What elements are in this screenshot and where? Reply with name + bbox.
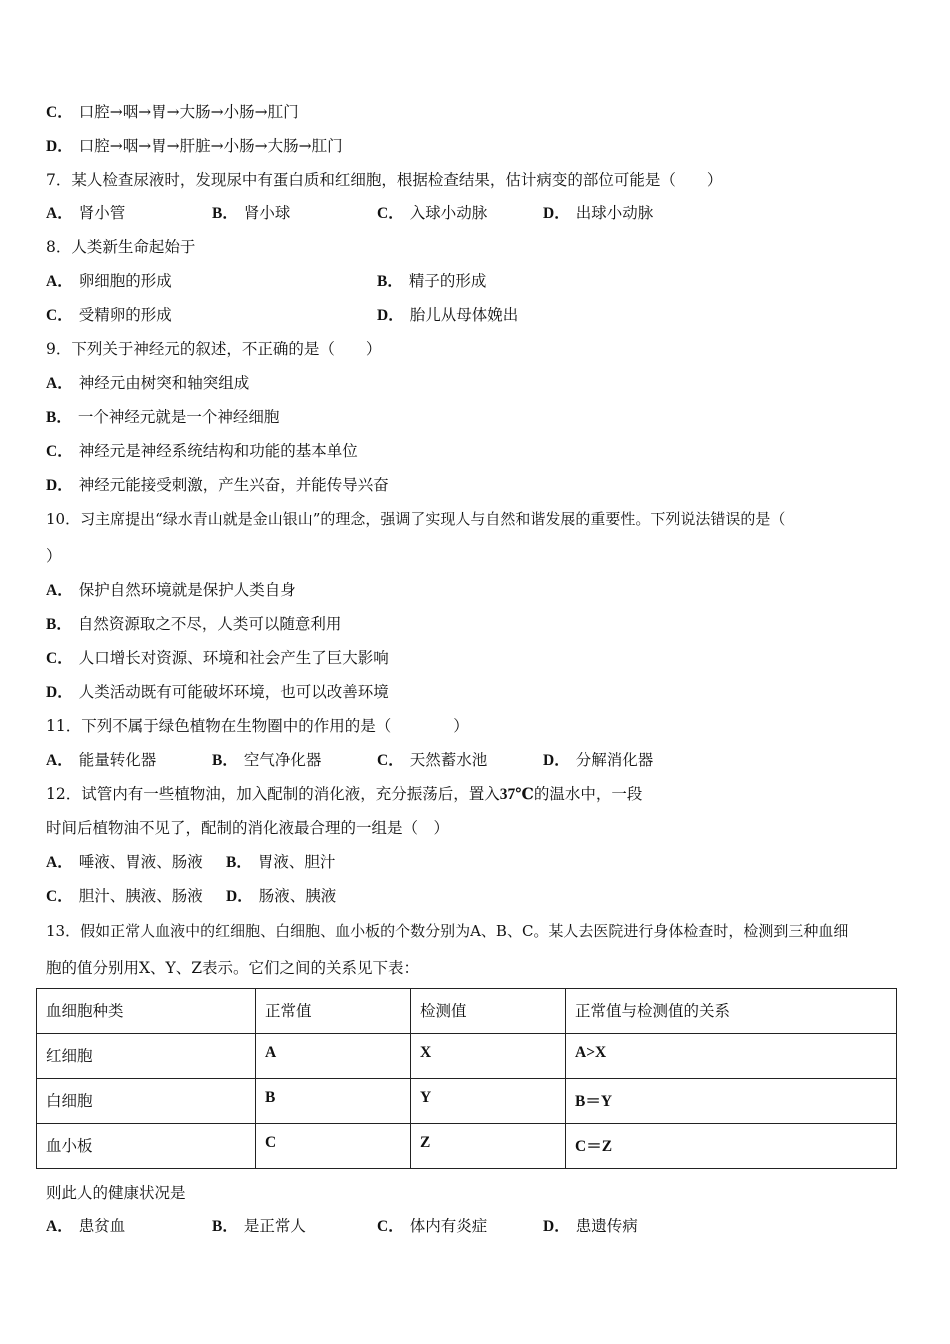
option-label: D． bbox=[46, 477, 73, 494]
option-label: A． bbox=[46, 273, 73, 290]
table-cell: Z bbox=[411, 1124, 566, 1169]
option-label: C． bbox=[377, 205, 404, 222]
table-header-cell: 检测值 bbox=[411, 989, 566, 1034]
q13-option-c bbox=[377, 1216, 487, 1237]
option-label: A． bbox=[46, 205, 73, 222]
option-text: 出球小动脉 bbox=[575, 204, 654, 222]
q11-option-d bbox=[543, 750, 653, 771]
option-text: 唾液、胃液、肠液 bbox=[78, 853, 203, 871]
table-row bbox=[37, 1124, 897, 1169]
option-text: 人口增长对资源、环境和社会产生了巨大影响 bbox=[78, 649, 389, 667]
table-cell: X bbox=[411, 1034, 566, 1079]
option-label: C． bbox=[377, 752, 404, 769]
q7-option-c bbox=[377, 203, 487, 224]
option-label: C． bbox=[46, 307, 73, 324]
option-label: A． bbox=[46, 582, 73, 599]
option-text: 患贫血 bbox=[78, 1217, 126, 1235]
q7-option-b bbox=[212, 203, 290, 224]
q9-stem: 9．下列关于神经元的叙述，不正确的是（ ） bbox=[46, 340, 382, 358]
q12-option-a bbox=[46, 852, 203, 873]
q8-option-a bbox=[46, 271, 172, 292]
option-label: C． bbox=[46, 650, 73, 667]
q6-option-d bbox=[46, 136, 343, 157]
option-text: 肠液、胰液 bbox=[258, 887, 337, 905]
q9-option-b bbox=[46, 407, 279, 428]
q9-option-d bbox=[46, 475, 389, 496]
option-label: A． bbox=[46, 1218, 73, 1235]
q8-option-c bbox=[46, 305, 172, 326]
q12-stem-line2: 时间后植物油不见了，配制的消化液最合理的一组是（ ） bbox=[46, 819, 450, 837]
blood-cell-table bbox=[36, 988, 897, 1169]
q12-option-d bbox=[226, 886, 336, 907]
option-label: A． bbox=[46, 854, 73, 871]
q7-option-d bbox=[543, 203, 653, 224]
option-text: 能量转化器 bbox=[78, 751, 157, 769]
option-label: D． bbox=[543, 205, 570, 222]
q10-stem-line2: ） bbox=[46, 547, 62, 565]
q12-stem-part2: 的温水中，一段 bbox=[533, 785, 643, 803]
q8-option-d bbox=[377, 305, 518, 326]
table-cell: 红细胞 bbox=[37, 1034, 256, 1079]
q9-option-c bbox=[46, 441, 358, 462]
option-text: 肾小球 bbox=[243, 204, 291, 222]
option-label: B． bbox=[377, 273, 403, 290]
table-header-cell: 血细胞种类 bbox=[37, 989, 256, 1034]
option-text: 神经元由树突和轴突组成 bbox=[78, 374, 250, 392]
option-label: D． bbox=[226, 888, 253, 905]
q10-option-a bbox=[46, 580, 296, 601]
q12-temperature: 37℃ bbox=[499, 786, 534, 803]
q10-option-b bbox=[46, 614, 341, 635]
q12-option-b bbox=[226, 852, 335, 873]
option-text: 口腔→咽→胃→肝脏→小肠→大肠→肛门 bbox=[78, 137, 343, 155]
option-label: B． bbox=[226, 854, 252, 871]
q11-stem: 11．下列不属于绿色植物在生物圈中的作用的是（ ） bbox=[46, 717, 469, 735]
option-text: 胎儿从母体娩出 bbox=[409, 306, 519, 324]
q9-option-a bbox=[46, 373, 249, 394]
option-text: 分解消化器 bbox=[575, 751, 654, 769]
option-text: 患遗传病 bbox=[575, 1217, 638, 1235]
q8-stem: 8．人类新生命起始于 bbox=[46, 238, 196, 256]
option-label: B． bbox=[46, 616, 72, 633]
table-cell: 血小板 bbox=[37, 1124, 256, 1169]
table-header-cell: 正常值 bbox=[256, 989, 411, 1034]
q12-stem-line1 bbox=[46, 784, 642, 805]
q13-option-b bbox=[212, 1216, 306, 1237]
q13-option-a bbox=[46, 1216, 125, 1237]
q11-option-a bbox=[46, 750, 156, 771]
option-label: D． bbox=[543, 752, 570, 769]
option-label: A． bbox=[46, 375, 73, 392]
option-text: 天然蓄水池 bbox=[409, 751, 488, 769]
option-text: 神经元能接受刺激，产生兴奋，并能传导兴奋 bbox=[78, 476, 389, 494]
option-text: 空气净化器 bbox=[243, 751, 322, 769]
table-header-cell: 正常值与检测值的关系 bbox=[566, 989, 897, 1034]
option-label: D． bbox=[46, 684, 73, 701]
q6-option-c bbox=[46, 102, 299, 123]
option-text: 体内有炎症 bbox=[409, 1217, 488, 1235]
option-text: 神经元是神经系统结构和功能的基本单位 bbox=[78, 442, 358, 460]
q8-option-b bbox=[377, 271, 486, 292]
option-text: 胃液、胆汁 bbox=[257, 853, 336, 871]
option-text: 受精卵的形成 bbox=[78, 306, 172, 324]
option-label: B． bbox=[212, 752, 238, 769]
option-text: 肾小管 bbox=[78, 204, 126, 222]
q7-stem: 7．某人检查尿液时，发现尿中有蛋白质和红细胞，根据检查结果，估计病变的部位可能是（ ） bbox=[46, 171, 723, 189]
table-row bbox=[37, 1079, 897, 1124]
option-label: A． bbox=[46, 752, 73, 769]
q12-option-c bbox=[46, 886, 203, 907]
q10-option-c bbox=[46, 648, 389, 669]
q13-followup: 则此人的健康状况是 bbox=[46, 1184, 186, 1202]
table-cell: C＝Z bbox=[566, 1124, 897, 1169]
table-row bbox=[37, 1034, 897, 1079]
option-label: B． bbox=[212, 205, 238, 222]
option-text: 一个神经元就是一个神经细胞 bbox=[77, 408, 280, 426]
option-text: 是正常人 bbox=[243, 1217, 306, 1235]
option-label: D． bbox=[377, 307, 404, 324]
q12-stem-part1: 12．试管内有一些植物油，加入配制的消化液，充分振荡后，置入 bbox=[46, 785, 500, 803]
option-label: C． bbox=[46, 888, 73, 905]
option-text: 口腔→咽→胃→大肠→小肠→肛门 bbox=[78, 103, 299, 121]
option-label: B． bbox=[212, 1218, 238, 1235]
q13-option-d bbox=[543, 1216, 638, 1237]
q11-option-b bbox=[212, 750, 321, 771]
option-text: 精子的形成 bbox=[408, 272, 487, 290]
table-cell: B bbox=[256, 1079, 411, 1124]
option-label: C． bbox=[46, 443, 73, 460]
option-label: D． bbox=[543, 1218, 570, 1235]
option-label: B． bbox=[46, 409, 72, 426]
option-text: 人类活动既有可能破坏环境，也可以改善环境 bbox=[78, 683, 389, 701]
q13-stem-line2: 胞的值分别用X、Y、Z表示。它们之间的关系见下表： bbox=[46, 959, 420, 977]
option-text: 自然资源取之不尽，人类可以随意利用 bbox=[77, 615, 342, 633]
q10-stem-line1: 10．习主席提出“绿水青山就是金山银山”的理念，强调了实现人与自然和谐发展的重要性。下列说法错误的是（ bbox=[46, 510, 786, 528]
table-cell: A bbox=[256, 1034, 411, 1079]
option-label: C． bbox=[377, 1218, 404, 1235]
table-cell: B＝Y bbox=[566, 1079, 897, 1124]
option-text: 卵细胞的形成 bbox=[78, 272, 172, 290]
table-cell: Y bbox=[411, 1079, 566, 1124]
q13-stem-line1: 13．假如正常人血液中的红细胞、白细胞、血小板的个数分别为A、B、C。某人去医院进行身体检查时，检测到三种血细 bbox=[46, 922, 849, 940]
option-text: 胆汁、胰液、肠液 bbox=[78, 887, 203, 905]
q7-option-a bbox=[46, 203, 125, 224]
q10-option-d bbox=[46, 682, 389, 703]
table-header-row bbox=[37, 989, 897, 1034]
option-text: 入球小动脉 bbox=[409, 204, 488, 222]
option-label: C． bbox=[46, 104, 73, 121]
table-cell: 白细胞 bbox=[37, 1079, 256, 1124]
q11-option-c bbox=[377, 750, 487, 771]
option-text: 保护自然环境就是保护人类自身 bbox=[78, 581, 296, 599]
option-label: D． bbox=[46, 138, 73, 155]
table-cell: C bbox=[256, 1124, 411, 1169]
table-cell: A>X bbox=[566, 1034, 897, 1079]
